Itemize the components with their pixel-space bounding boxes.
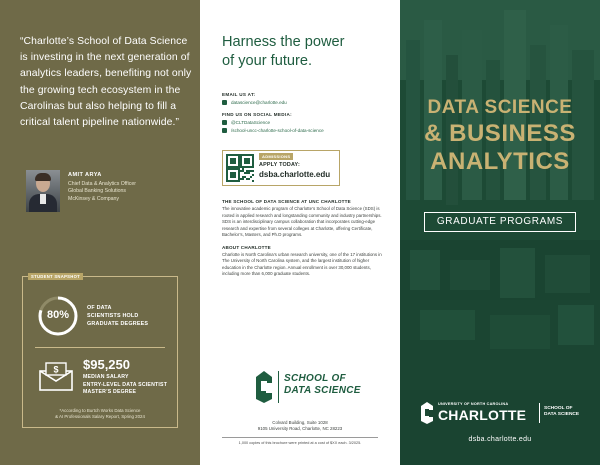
email-heading: EMAIL US AT:: [222, 92, 256, 97]
email-icon: [222, 100, 227, 105]
about-charlotte-heading: ABOUT CHARLOTTE: [222, 244, 271, 250]
title-line-1: DATA SCIENCE: [427, 97, 573, 118]
email-text: datascience@charlotte.edu: [231, 100, 287, 105]
address-line-2: 9105 University Road, Charlotte, NC 28223: [257, 426, 343, 432]
testimonial-author: [26, 170, 192, 212]
social-x-icon: [222, 120, 227, 125]
apply-label: APPLY TODAY:: [259, 162, 300, 168]
logo-divider: [539, 403, 540, 423]
student-snapshot-box: [22, 276, 178, 428]
city-skyline-image: [400, 0, 600, 465]
footnote-line-2: & AI Professionals Salary Report, Spring 2024: [55, 414, 145, 420]
logo-line-2: DATA SCIENCE: [284, 385, 361, 396]
stat1-description: [87, 304, 148, 328]
social-2-text: /school-uncc-charlotte-school-of-data-science: [231, 128, 324, 133]
school-line-1: SCHOOL OF: [544, 406, 573, 411]
school-logo-text: [284, 373, 361, 397]
headline-line-2: of your future.: [222, 53, 313, 69]
social-link-2[interactable]: [222, 128, 392, 133]
author-role-line-3: McKinsey & Company: [68, 195, 120, 202]
headline: [222, 33, 392, 71]
stat1-line-3: GRADUATE DEGREES: [87, 321, 149, 327]
linkedin-icon: [222, 128, 227, 133]
contact-info: [222, 92, 392, 136]
crown-c-logo-icon: [254, 369, 274, 405]
print-note: 1,000 copies of this brochure were printed at a cost of $XX each. 3/2025.: [238, 441, 362, 445]
stat-median-salary: [37, 357, 177, 399]
left-panel: [0, 0, 200, 465]
stat1-value: 80%: [46, 309, 70, 321]
charlotte-wordmark: CHARLOTTE: [438, 407, 527, 423]
stat2-line-3: MASTER’S DEGREE: [83, 389, 137, 396]
stat2-line-2: ENTRY-LEVEL DATA SCIENTIST: [83, 381, 168, 388]
stat-graduate-degrees: [37, 295, 177, 341]
logo-divider: [278, 371, 279, 403]
student-snapshot-label: STUDENT SNAPSHOT: [28, 273, 83, 280]
cover-panel: [400, 0, 600, 465]
money-envelope-icon: [39, 361, 73, 391]
qr-code-icon: [226, 154, 254, 182]
address-line-1: Colvard Building, Suite 1028: [272, 420, 328, 425]
logo-line-1: SCHOOL OF: [284, 373, 346, 384]
about-sds-body: The innovative academic program of Charlotte’s School of Data Science (SDS) is rooted in applied research and longstanding community and industry partnerships. SDS is an interdisciplinary campus collaboration that incorporates cutting-edge research and expertise from several colleges at Charlotte, offering Certificate, Bachelor’s, Masters, and Ph.D programs.: [222, 206, 382, 237]
graduate-programs-box: GRADUATE PROGRAMS: [424, 212, 576, 232]
school-name: [544, 406, 579, 418]
school-logo: [254, 369, 364, 405]
author-photo: [26, 170, 60, 212]
title-line-2: & BUSINESS: [424, 120, 576, 147]
stat2-value: $95,250: [83, 357, 130, 372]
admissions-label: ADMISSIONS: [259, 153, 293, 160]
cover-title: [400, 96, 600, 176]
author-name: AMIT ARYA: [68, 172, 102, 178]
about-sds-heading: THE SCHOOL OF DATA SCIENCE AT UNC CHARLOTTE: [222, 199, 351, 204]
footnote-line-1: *According to Burtch Works Data Science: [59, 408, 141, 413]
stat1-line-1: OF DATA: [87, 305, 112, 311]
apply-url[interactable]: dsba.charlotte.edu: [259, 170, 331, 179]
print-divider: [222, 437, 378, 438]
salary-footnote: [20, 408, 180, 421]
about-charlotte-body: Charlotte is North Carolina’s urban research university, one of the 17 institutions in The University of North Carolina system, and the largest institution of higher education in the Charlotte region. Annual enrollment is over 30,000 students, including more than 6,000 graduate students.: [222, 251, 382, 276]
author-role-line-1: Chief Data & Analytics Officer: [68, 181, 136, 187]
crown-c-logo-icon: [420, 401, 434, 425]
middle-panel: [200, 0, 400, 465]
admissions-box[interactable]: [222, 150, 340, 186]
address: [210, 420, 390, 433]
stat1-line-2: SCIENTISTS HOLD: [87, 313, 139, 319]
stat2-line-1: MEDIAN SALARY: [83, 374, 129, 380]
snapshot-divider: [35, 347, 165, 348]
author-role: [68, 181, 136, 203]
about-section: [222, 199, 388, 284]
email-link[interactable]: [222, 100, 392, 105]
social-link-1[interactable]: [222, 120, 392, 125]
headline-line-1: Harness the power: [222, 34, 345, 50]
svg-text:$: $: [53, 364, 59, 375]
testimonial-quote: “Charlotte’s School of Data Science is investing in the next generation of analytics leaders, benefiting not only the growing tech ecosystem in the Carolinas but also helping to fill a critical talent pipeline nationwide.”: [20, 36, 192, 129]
title-line-3: ANALYTICS: [430, 148, 570, 175]
school-line-2: DATA SCIENCE: [544, 412, 580, 418]
social-heading: FIND US ON SOCIAL MEDIA:: [222, 112, 292, 117]
stat2-description: [83, 374, 167, 397]
social-1-text: @CLTDataScience: [231, 120, 271, 125]
uni-line: UNIVERSITY OF NORTH CAROLINA: [438, 402, 509, 406]
university-logo: [420, 398, 590, 428]
cover-url[interactable]: dsba.charlotte.edu: [468, 436, 532, 443]
author-role-line-2: Global Banking Solutions: [68, 188, 126, 195]
